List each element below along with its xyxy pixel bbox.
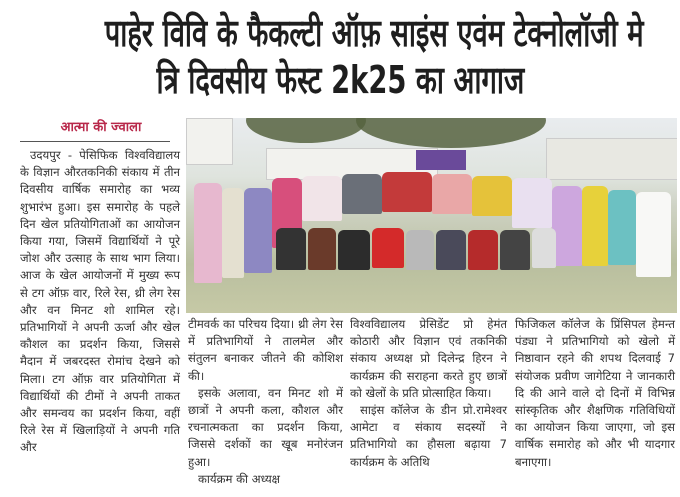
paragraph: साइंस कॉलेज के डीन प्रो.रामेश्वर आमेटा व संकाय सदस्यों ने प्रतिभागियो का हौसला बढ़ाया 7 कार्यक्रम के अतिथि	[350, 403, 507, 469]
building	[186, 118, 233, 165]
article-column-2	[188, 316, 343, 488]
tree	[246, 118, 366, 143]
tree	[356, 118, 546, 148]
event-banner	[416, 150, 466, 170]
article-column-3	[350, 316, 507, 471]
paragraph: कार्यक्रम की अध्यक्ष	[198, 471, 281, 486]
paragraph: विश्वविद्यालय प्रेसिडेंट प्रो हेमंत कोठारी और विज्ञान एवं तकनिकी संकाय अध्यक्ष प्रो दिलेन्द्र हिरन ने कार्यक्रम की सराहना करते हुए छात्रों को खेलों के प्रति प्रोत्साहित किया।	[350, 317, 507, 400]
byline: आत्मा की ज्वाला	[60, 120, 142, 135]
group-photo	[186, 118, 677, 313]
byline-divider	[20, 141, 170, 142]
headline-line-2: त्रि दिवसीय फेस्ट 2k25 का आगाज	[156, 58, 524, 102]
paragraph: टीमवर्क का परिचय दिया। थ्री लेग रेस में प्रतिभागियों ने तालमेल और संतुलन बनाकर जीतने की कोशिश की।	[188, 317, 343, 383]
paragraph: इसके अलावा, वन मिनट शो में छात्रों ने अपनी कला, कौशल और रचनात्मकता का प्रदर्शन किया, जिससे दर्शकों का खूब मनोरंजन हुआ।	[188, 385, 343, 469]
paragraph: उदयपुर - पेसिफिक विश्वविद्यालय के विज्ञान औरतकनिकी संकाय में तीन दिवसीय वार्षिक समारोह का भव्य शुभारंभ हुआ। इस समारोह के पहले दिन खेल प्रतियोगिताओं का आयोजन किया गया, जिसमें विद्यार्थियों ने पूरे जोश और उत्साह के साथ भाग लिया। आज के खेल आयोजनों में मुख्य रूप से टग ऑफ़ वार, रिले रेस, थ्री लेग रेस और वन मिनट शो शामिल रहे। प्रतिभागियों ने अपनी ऊर्जा और खेल कौशल का प्रदर्शन किया, जिससे मैदान में जबरदस्त रोमांच देखने को मिला। टग ऑफ़ वार प्रतियोगिता में विद्यार्थियों की टीमों ने अपनी ताकत और समन्वय का प्रदर्शन किया, वहीं रिले रेस में खिलाड़ियों ने अपनी गति और	[20, 148, 180, 455]
article-column-4	[515, 316, 675, 471]
article-column-1	[20, 147, 180, 457]
crowd	[186, 168, 677, 288]
headline-line-1: पाहेर विवि के फैकल्टी ऑफ़ साइंस एवंम टेक्नोलॉजी मे	[104, 11, 644, 55]
paragraph: फिजिकल कॉलेज के प्रिंसिपल हेमन्त पंड्या ने प्रतिभागियो को खेलो में निष्ठावान रहने की शपथ दिलवाई 7 संयोजक प्रवीण जागेटिया ने जानकारी दि की आने वाले दो दिनों में विभिन्न सांस्कृतिक और शैक्षणिक गतिविधियों का आयोजन किया जाएगा, जो इस वार्षिक समारोह को और भी यादगार बनाएगा।	[515, 317, 675, 469]
